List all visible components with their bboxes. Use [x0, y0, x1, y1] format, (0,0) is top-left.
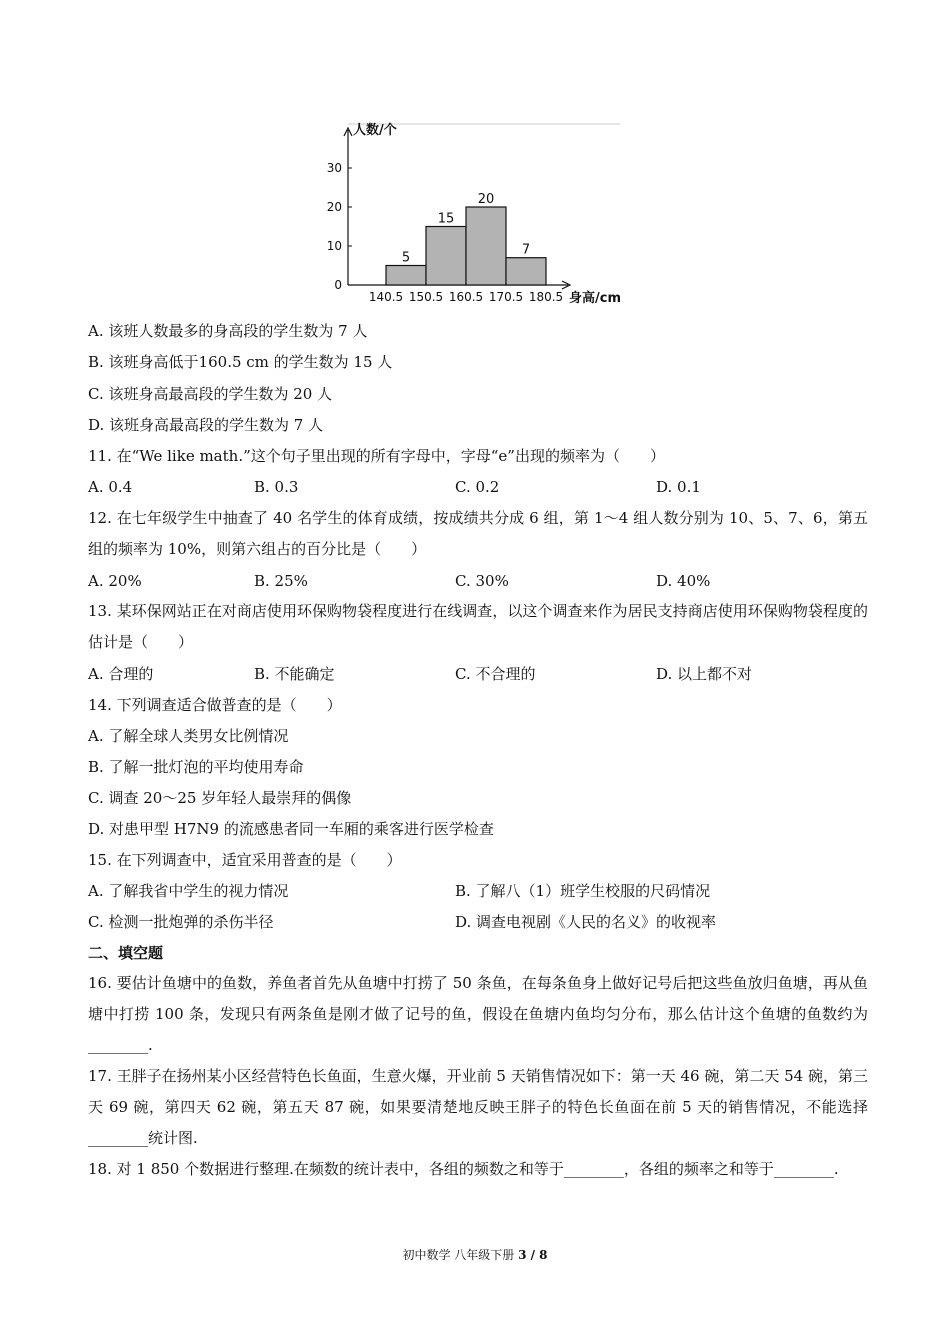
q14-option-a: A. 了解全球人类男女比例情况 [88, 727, 289, 745]
q14-option-b: B. 了解一批灯泡的平均使用寿命 [88, 758, 304, 776]
x-tick-label: 180.5 [528, 290, 564, 304]
q15-stem: 15. 在下列调查中，适宜采用普查的是（ ） [88, 851, 402, 869]
q11-option-a: A. 0.4 [88, 478, 133, 496]
y-tick-label: 20 [326, 200, 342, 214]
bar-value-label: 7 [521, 242, 531, 258]
q12-option-d: D. 40% [656, 572, 711, 590]
q10-option-b: B. 该班身高低于160.5 cm 的学生数为 15 人 [88, 353, 393, 371]
x-tick-label: 140.5 [368, 290, 404, 304]
q10-option-d: D. 该班身高最高段的学生数为 7 人 [88, 416, 324, 434]
bar-value-label: 20 [477, 192, 495, 207]
q15-option-a: A. 了解我省中学生的视力情况 [88, 882, 289, 900]
bar-value-label: 5 [401, 250, 411, 266]
q12-stem: 12. 在七年级学生中抽查了 40 名学生的体育成绩，按成绩共分成 6 组，第 1～4 组人数分别为 10、5、7、6，第五组的频率为 10%，则第六组占的百分比是（ ） [88, 509, 868, 558]
histogram-bar [426, 227, 466, 286]
x-tick-label: 170.5 [488, 290, 524, 304]
section-heading-fill-in: 二、填空题 [88, 944, 164, 962]
q14-option-c: C. 调查 20～25 岁年轻人最崇拜的偶像 [88, 789, 352, 807]
q15-option-b: B. 了解八（1）班学生校服的尺码情况 [455, 882, 711, 900]
q13-option-c: C. 不合理的 [455, 665, 536, 683]
x-tick-label: 160.5 [448, 290, 484, 304]
q12-option-c: C. 30% [455, 572, 509, 590]
q14-stem: 14. 下列调查适合做普查的是（ ） [88, 696, 342, 714]
y-tick-label: 10 [326, 239, 342, 253]
q12-option-b: B. 25% [254, 572, 308, 590]
q11-stem: 11. 在“We like math.”这个句子里出现的所有字母中，字母“e”出现的频率为（ ） [88, 447, 665, 465]
page-number: 3 / 8 [518, 1248, 548, 1262]
q12-option-a: A. 20% [88, 572, 142, 590]
q11-option-c: C. 0.2 [455, 478, 500, 496]
q10-option-c: C. 该班身高最高段的学生数为 20 人 [88, 385, 333, 403]
y-tick-label: 30 [326, 161, 342, 175]
q11-option-d: D. 0.1 [656, 478, 701, 496]
q10-option-a: A. 该班人数最多的身高段的学生数为 7 人 [88, 322, 368, 340]
q18-stem: 18. 对 1 850 个数据进行整理.在频数的统计表中，各组的频数之和等于________，各组的频率之和等于________. [88, 1160, 839, 1178]
q15-option-d: D. 调查电视剧《人民的名义》的收视率 [455, 913, 717, 931]
histogram-bar [386, 266, 426, 286]
q16-stem: 16. 要估计鱼塘中的鱼数，养鱼者首先从鱼塘中打捞了 50 条鱼，在每条鱼身上做好记号后把这些鱼放归鱼塘，再从鱼塘中打捞 100 条，发现只有两条鱼是刚才做了记号的鱼，假设在鱼塘内鱼均匀分布，那么估计这个鱼塘的鱼数约为________. [88, 974, 868, 1054]
q15-option-c: C. 检测一批炮弹的杀伤半径 [88, 913, 274, 931]
x-axis-label: 身高/cm [569, 291, 622, 306]
bar-value-label: 15 [437, 211, 455, 227]
histogram-bar [466, 207, 506, 285]
y-axis-label: 人数/个 [353, 123, 397, 138]
histogram-bar [506, 258, 546, 285]
x-tick-label: 150.5 [408, 290, 444, 304]
q11-option-b: B. 0.3 [254, 478, 299, 496]
histogram-chart [322, 120, 622, 308]
page-footer [0, 1246, 950, 1263]
q17-stem: 17. 王胖子在扬州某小区经营特色长鱼面，生意火爆，开业前 5 天销售情况如下：第一天 46 碗，第二天 54 碗，第三天 69 碗，第四天 62 碗，第五天 87 碗，如果要清楚地反映王胖子的特色长鱼面在前 5 天的销售情况，不能选择________统计图. [88, 1067, 868, 1147]
y-tick-label: 0 [334, 278, 342, 292]
q13-stem: 13. 某环保网站正在对商店使用环保购物袋程度进行在线调查，以这个调查来作为居民支持商店使用环保购物袋程度的估计是（ ） [88, 602, 868, 651]
q13-option-b: B. 不能确定 [254, 665, 335, 683]
q13-option-d: D. 以上都不对 [656, 665, 753, 683]
q13-option-a: A. 合理的 [88, 665, 154, 683]
footer-text: 初中数学 八年级下册 [402, 1248, 519, 1262]
q14-option-d: D. 对患甲型 H7N9 的流感患者同一车厢的乘客进行医学检查 [88, 820, 494, 838]
